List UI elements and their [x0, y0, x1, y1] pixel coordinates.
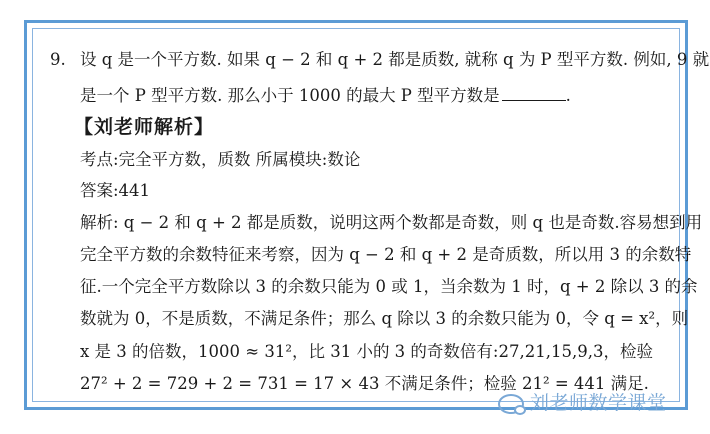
analysis-line-2: 完全平方数的余数特征来考察，因为 q − 2 和 q + 2 是奇质数，所以用 3 的余数特	[80, 245, 692, 264]
answer-blank	[502, 86, 566, 101]
analysis-line-4: 数就为 0，不是质数，不满足条件；那么 q 除以 3 的余数只能为 0，令 q = x²，则	[80, 309, 689, 328]
watermark	[498, 388, 667, 415]
kaodian-line: 考点:完全平方数，质数 所属模块:数论	[80, 150, 361, 169]
question-line-1: 设 q 是一个平方数. 如果 q − 2 和 q + 2 都是质数, 就称 q 为 P 型平方数. 例如, 9 就	[80, 50, 710, 69]
analysis-line-3: 征.一个完全平方数除以 3 的余数只能为 0 或 1，当余数为 1 时，q + 2 除以 3 的余	[80, 277, 698, 296]
analysis-line-1: 解析: q − 2 和 q + 2 都是质数，说明这两个数都是奇数，则 q 也是奇数.容易想到用	[80, 213, 703, 232]
question-line-2-end: .	[565, 86, 571, 105]
analysis-heading: 【刘老师解析】	[74, 116, 215, 138]
wechat-icon	[498, 394, 524, 414]
question-number: 9.	[50, 50, 66, 69]
answer-line: 答案:441	[80, 181, 151, 200]
question-line-2-text: 是一个 P 型平方数. 那么小于 1000 的最大 P 型平方数是	[80, 86, 500, 105]
question-line-2	[80, 86, 571, 106]
watermark-text: 刘老师数学课堂	[530, 392, 667, 414]
analysis-line-5: x 是 3 的倍数，1000 ≈ 31²，比 31 小的 3 的奇数倍有:27,21,15,9,3，检验	[80, 342, 653, 361]
analysis-line-6: 27² + 2 = 729 + 2 = 731 = 17 × 43 不满足条件；检验 21² = 441 满足.	[80, 374, 649, 393]
